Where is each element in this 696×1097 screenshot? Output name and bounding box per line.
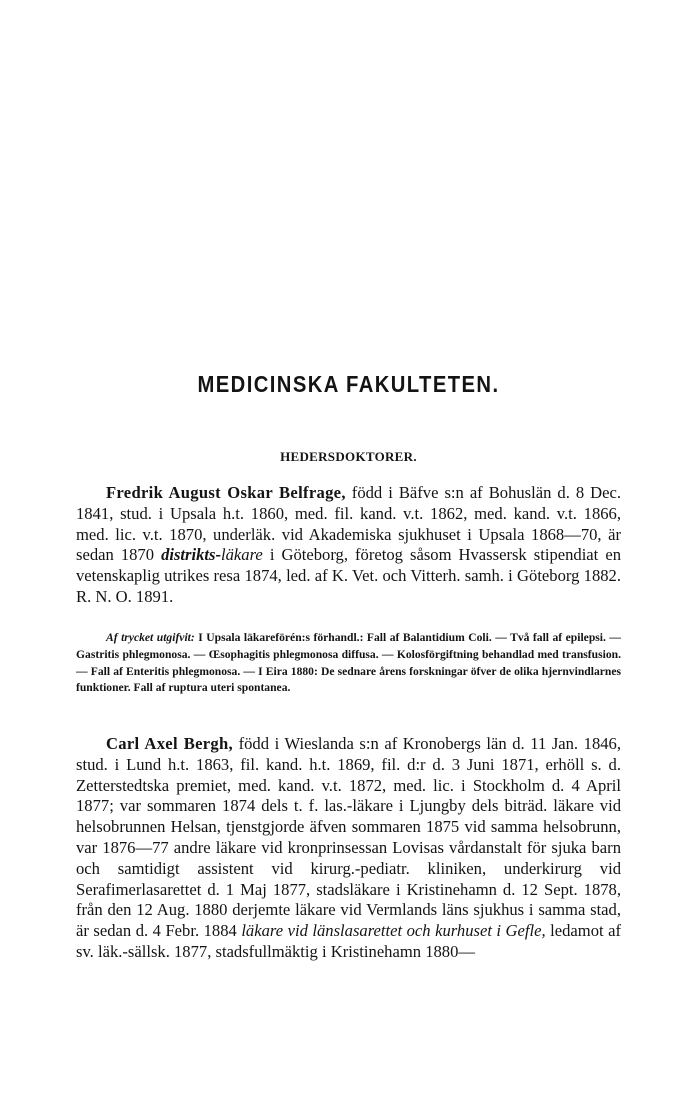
biography-text: född i Bäfve s:n af Bohuslän d. 8 Dec. 1841, stud. i Upsala h.t. 1860, med. fil. kand. v.t. 1862, med. kand. v.t. 1866, med. lic. v.t. 1870, underläk. vid Akademiska sjukhuset i Upsala 1868—70, är sedan 1870 [76, 483, 621, 565]
biography-italic-title: distrikts- [161, 545, 221, 565]
biography-entry-belfrage [76, 483, 621, 608]
publications-lead: Af trycket utgifvit: [106, 631, 195, 644]
person-name: Carl Axel Bergh, [106, 734, 234, 753]
biography-text: ledamot af sv. läk.-sällsk. 1877, stadsfullmäktig i Kristinehamn 1880— [76, 921, 621, 961]
publications-text: I Upsala läkareförén:s förhandl.: Fall af Balantidium Coli. — Två fall af epilepsi. — Gastritis phlegmonosa. — Œsophagitis phlegmonosa diffusa. — Kolosförgiftning behandlad med transfusion. — Fall af Enteritis phlegmonosa. — I Eira 1880: De sednare årens forskningar öfver de olika hjernvindlarnes funktioner. Fall af ruptura uteri spontanea. [76, 631, 621, 695]
biography-text: i Göteborg, företog såsom Hvassersk stipendiat en vetenskaplig utrikes resa 1874, led. af K. Vet. och Vitterh. samh. i Göteborg 1882. R. N. O. 1891. [76, 545, 621, 606]
publications-note [76, 630, 621, 697]
faculty-title: MEDICINSKA FAKULTETEN. [197, 371, 500, 397]
section-heading: HEDERSDOKTORER. [280, 449, 417, 464]
biography-entry-bergh [76, 734, 621, 963]
document-page [76, 0, 621, 1097]
biography-text: född i Wieslanda s:n af Kronobergs län d. 11 Jan. 1846, stud. i Lund h.t. 1863, fil. kand. h.t. 1869, fil. d:r d. 3 Juni 1871, erhöll s. d. Zetterstedtska premiet, med. kand. v.t. 1872, med. lic. i Stockholm d. 4 April 1877; var sommaren 1874 dels t. f. las.-läkare i Ljungby dels biträd. läkare vid helsobrunnen Helsan, tjenstgjorde äfven sommaren 1875 vid samma helsobrunn, var 1876—77 andre läkare vid kronprinsessan Lovisas vårdanstalt för sjuka barn och samtidigt assistent vid kirurg.-pediatr. kliniken, underkirurg vid Serafimerlasarettet d. 1 Maj 1877, stadsläkare i Kristinehamn d. 12 Sept. 1878, från den 12 Aug. 1880 derjemte läkare vid Vermlands läns sjukhus i samma stad, är sedan d. 4 Febr. 1884 [76, 734, 621, 941]
person-name: Fredrik August Oskar Belfrage, [106, 483, 346, 502]
biography-italic-text: läkare [221, 545, 263, 565]
biography-italic-text: läkare vid länslasarettet och kurhuset i Gefle, [241, 921, 546, 941]
